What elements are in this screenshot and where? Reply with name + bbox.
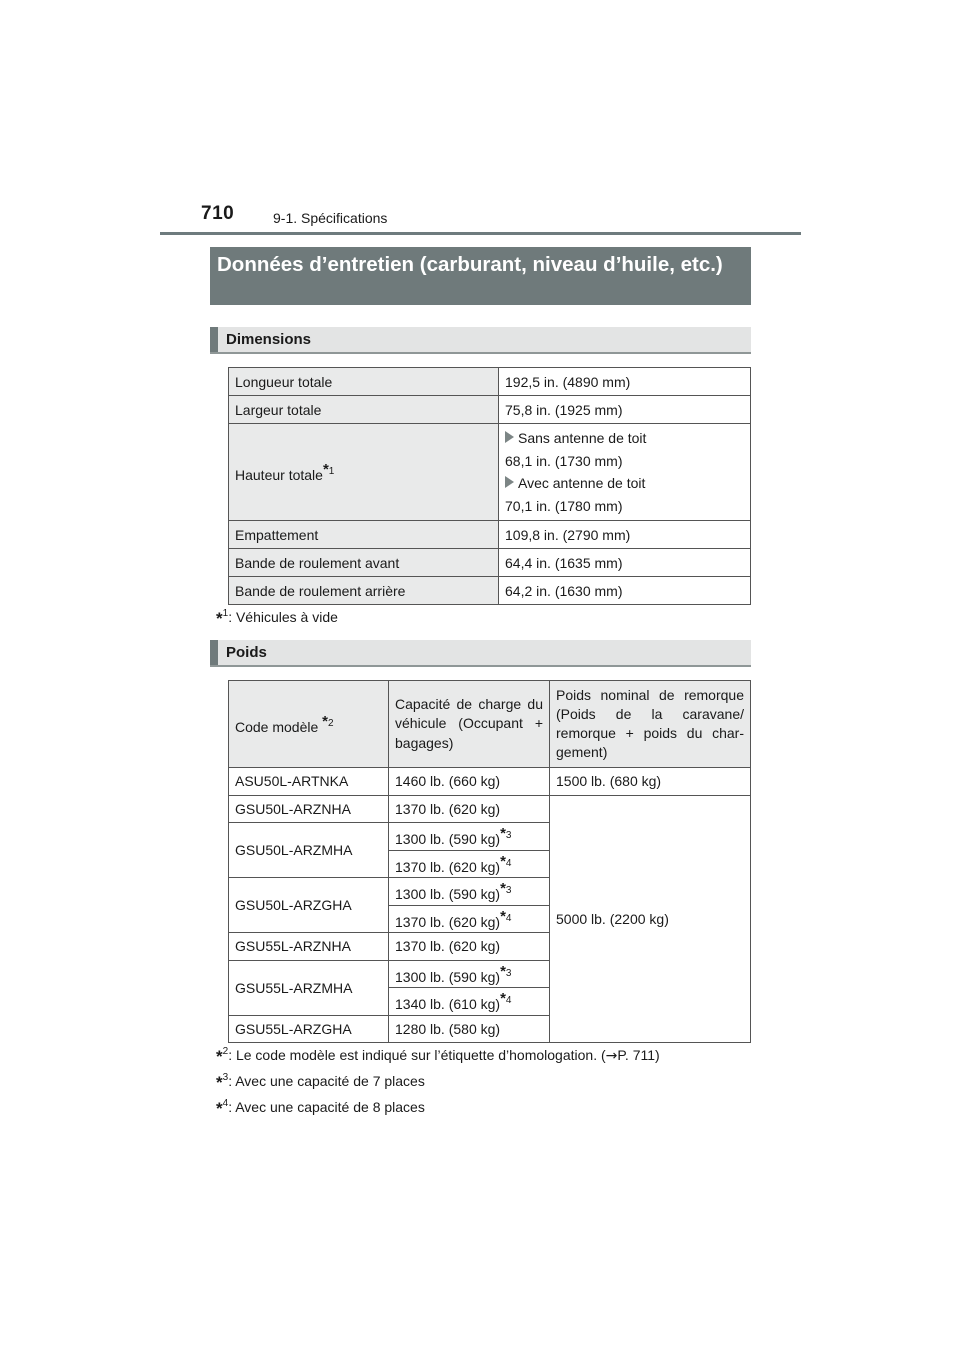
capacity-cell [389,905,550,933]
footnote-ref: 1 [328,466,335,477]
footnote-star: * [216,1073,223,1092]
column-header-capacity: Capacité de charge du véhicule (Occupant + bagages) [389,681,550,768]
footnote-ref: 4 [505,995,512,1007]
table-row [229,795,751,823]
footnote-ref: 4 [222,1098,229,1109]
footnote-marker: *2 [322,713,334,730]
footnote-ref: 2 [222,1046,229,1057]
page-reference-link[interactable]: P. 711 [617,1047,656,1063]
dimensions-table [228,367,751,605]
page-title: Données d’entretien (carburant, niveau d’huile, etc.) [210,247,751,305]
capacity-value: 1300 lb. (590 kg) [395,886,501,903]
column-header-trailer: Poids nominal de remorque (Poids de la caravane/ remorque + poids du char- gement) [550,681,751,768]
table-row [229,521,751,549]
footnote-marker: *3 [500,962,512,980]
row-label: Largeur totale [229,396,499,424]
header-rule [160,232,801,235]
footnote-ref: 3 [222,1072,229,1083]
table-row [229,768,751,796]
column-header-model-text: Code modèle [235,719,323,735]
footnote-marker: *3 [500,880,512,898]
option-title-text: Avec antenne de toit [518,475,646,491]
table-row [229,396,751,424]
trailer-value: 1500 lb. (680 kg) [550,768,751,796]
weight-table [228,680,751,1043]
table-row [229,549,751,577]
row-value: 64,2 in. (1630 mm) [499,577,751,605]
option-title [505,427,744,450]
capacity-cell [389,823,550,851]
footnote-text: : Avec une capacité de 8 places [228,1099,425,1115]
model-code: GSU55L-ARZGHA [229,1015,389,1043]
footnote [216,1046,660,1067]
arrow-icon: → [605,1048,618,1064]
heading-bar [210,327,218,352]
footnote-marker: *4 [500,990,512,1008]
capacity-value: 1280 lb. (580 kg) [389,1015,550,1043]
footnote-ref: 3 [505,885,512,897]
row-value-options [499,424,751,521]
footnote-text: : Avec une capacité de 7 places [228,1073,425,1089]
model-code: GSU55L-ARZMHA [229,960,389,1015]
footnote-ref: 4 [505,857,512,869]
dimensions-heading-label: Dimensions [226,331,312,348]
table-header-row [229,681,751,768]
capacity-value: 1370 lb. (620 kg) [395,913,501,930]
footnote-close: ) [655,1047,660,1063]
dimensions-heading [210,327,751,354]
footnote-star: * [216,1099,223,1118]
heading-bar [210,640,218,665]
row-value: 64,4 in. (1635 mm) [499,549,751,577]
footnote-ref: 2 [328,718,334,729]
page-number: 710 [201,203,235,224]
row-label-cell [229,424,499,521]
capacity-value: 1460 lb. (660 kg) [389,768,550,796]
option-value: 70,1 in. (1780 mm) [505,497,623,514]
capacity-cell [389,988,550,1016]
triangle-bullet-icon [505,476,514,488]
footnote-text: : Véhicules à vide [228,609,338,625]
model-code: GSU50L-ARZMHA [229,823,389,878]
option-value: 68,1 in. (1730 mm) [505,452,623,469]
trailer-value: 5000 lb. (2200 kg) [550,795,751,1043]
model-code: GSU55L-ARZNHA [229,933,389,961]
section-label: 9-1. Spécifications [273,210,388,226]
column-header-model [229,681,389,768]
model-code: GSU50L-ARZNHA [229,795,389,823]
footnote-marker: *3 [500,825,512,843]
option-title [505,472,744,495]
row-value: 75,8 in. (1925 mm) [499,396,751,424]
footnote-marker: *4 [500,907,512,925]
model-code: ASU50L-ARTNKA [229,768,389,796]
footnote-ref: 4 [505,912,512,924]
capacity-value: 1370 lb. (620 kg) [389,933,550,961]
capacity-value: 1300 lb. (590 kg) [395,968,501,985]
footnote-marker: *1 [322,461,335,478]
row-label: Longueur totale [229,368,499,396]
footnote-ref: 3 [505,967,512,979]
capacity-value: 1300 lb. (590 kg) [395,831,501,848]
footnote [216,1098,425,1119]
row-value: 109,8 in. (2790 mm) [499,521,751,549]
capacity-value: 1370 lb. (620 kg) [389,795,550,823]
row-label: Bande de roulement avant [229,549,499,577]
footnote-star: * [216,1047,223,1066]
row-label: Bande de roulement arrière [229,577,499,605]
capacity-cell [389,960,550,988]
footnote-marker: *4 [500,852,512,870]
model-code: GSU50L-ARZGHA [229,878,389,933]
row-label: Empattement [229,521,499,549]
option-title-text: Sans antenne de toit [518,430,647,446]
row-value: 192,5 in. (4890 mm) [499,368,751,396]
footnote [216,1072,425,1093]
footnote-star: * [216,609,223,628]
table-row [229,577,751,605]
triangle-bullet-icon [505,431,514,443]
capacity-cell [389,850,550,878]
weight-heading-label: Poids [226,644,267,661]
capacity-cell [389,878,550,906]
row-label: Hauteur totale [235,467,323,483]
footnote-text: : Le code modèle est indiqué sur l’étiquette d’homologation. ( [228,1047,606,1063]
footnote-ref: 1 [222,608,229,619]
capacity-value: 1340 lb. (610 kg) [395,996,501,1013]
table-row [229,424,751,521]
footnote [216,608,338,629]
footnote-ref: 3 [505,830,512,842]
weight-heading [210,640,751,667]
capacity-value: 1370 lb. (620 kg) [395,858,501,875]
table-row [229,368,751,396]
